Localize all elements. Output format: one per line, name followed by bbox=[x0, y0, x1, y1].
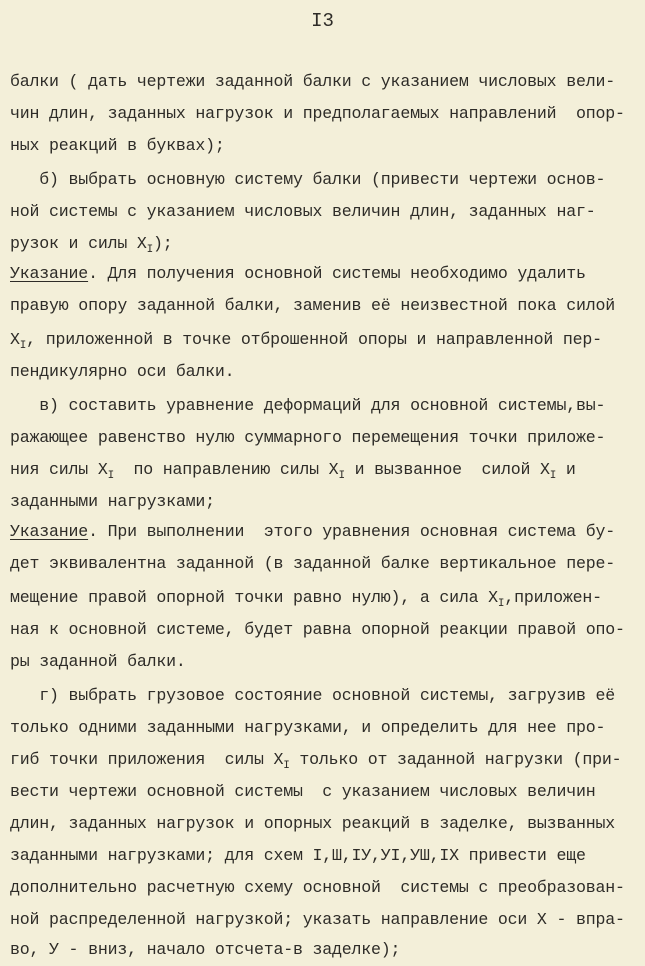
text-segment: гиб точки приложения силы X bbox=[10, 750, 284, 769]
subscript: I bbox=[146, 244, 154, 256]
text-segment: X bbox=[10, 330, 20, 349]
text-segment: по направлению силы X bbox=[114, 460, 339, 479]
text-segment: ной системы с указанием числовых величин длин, заданных наг- bbox=[10, 202, 596, 221]
text-segment: ных реакций в буквах); bbox=[10, 136, 225, 155]
text-segment: вести чертежи основной системы с указанием числовых величин bbox=[10, 782, 596, 801]
text-segment: только одними заданными нагрузками, и определить для нее про- bbox=[10, 718, 606, 737]
underlined-heading: Указание bbox=[10, 264, 89, 283]
text-line bbox=[10, 554, 615, 580]
text-segment: , приложенной в точке отброшенной опоры и направленной пер- bbox=[26, 330, 602, 349]
text-line bbox=[10, 620, 625, 646]
text-line bbox=[10, 104, 625, 130]
text-segment: ная к основной системе, будет равна опорной реакции правой опо- bbox=[10, 620, 625, 639]
text-line bbox=[10, 782, 595, 808]
text-line bbox=[10, 846, 586, 872]
text-segment: пендикулярно оси балки. bbox=[10, 362, 235, 381]
text-segment: г) выбрать грузовое состояние основной системы, загрузив её bbox=[10, 686, 615, 705]
text-segment: ры заданной балки. bbox=[10, 652, 186, 671]
subscript: I bbox=[19, 340, 27, 352]
text-segment: . При выполнении этого уравнения основная система бу- bbox=[88, 522, 616, 541]
text-line bbox=[10, 750, 621, 776]
text-segment: ражающее равенство нулю суммарного перемещения точки приложе- bbox=[10, 428, 606, 447]
underlined-heading: Указание bbox=[10, 522, 89, 541]
text-segment: правую опору заданной балки, заменив её неизвестной пока силой bbox=[10, 296, 615, 315]
text-segment: только от заданной нагрузки (при- bbox=[289, 750, 622, 769]
text-line bbox=[10, 878, 625, 904]
text-line bbox=[10, 362, 234, 388]
text-line bbox=[10, 940, 400, 966]
text-segment: ной распределенной нагрузкой; указать направление оси X - впра- bbox=[10, 910, 625, 929]
text-line bbox=[10, 522, 615, 548]
text-segment: балки ( дать чертежи заданной балки с указанием числовых вели- bbox=[10, 72, 615, 91]
text-segment: чин длин, заданных нагрузок и предполагаемых направлений опор- bbox=[10, 104, 625, 123]
text-segment: . Для получения основной системы необходимо удалить bbox=[88, 264, 586, 283]
text-line bbox=[10, 170, 605, 196]
text-line bbox=[10, 686, 615, 712]
text-line bbox=[10, 588, 602, 614]
page-number: I3 bbox=[311, 10, 334, 32]
text-line bbox=[10, 296, 615, 322]
text-line bbox=[10, 910, 625, 936]
text-segment: длин, заданных нагрузок и опорных реакций в заделке, вызванных bbox=[10, 814, 615, 833]
text-line bbox=[10, 460, 576, 486]
text-segment: мещение правой опорной точки равно нулю), а сила X bbox=[10, 588, 498, 607]
text-segment: рузок и силы X bbox=[10, 234, 147, 253]
text-line bbox=[10, 330, 602, 356]
text-segment: и bbox=[556, 460, 576, 479]
text-segment: и вызванное силой X bbox=[344, 460, 550, 479]
subscript: I bbox=[497, 598, 505, 610]
text-segment: в) составить уравнение деформаций для основной системы,вы- bbox=[10, 396, 606, 415]
text-line bbox=[10, 814, 615, 840]
text-line bbox=[10, 136, 225, 162]
text-line bbox=[10, 396, 605, 422]
text-line bbox=[10, 652, 186, 678]
text-segment: ния силы X bbox=[10, 460, 108, 479]
text-line bbox=[10, 234, 173, 260]
text-segment: ,приложен- bbox=[504, 588, 602, 607]
text-segment: ); bbox=[153, 234, 173, 253]
subscript: I bbox=[107, 470, 114, 482]
subscript: I bbox=[283, 760, 290, 772]
text-line bbox=[10, 718, 605, 744]
text-segment: заданными нагрузками; для схем I,Ш,IУ,УI,УШ,IX привести еще bbox=[10, 846, 586, 865]
text-segment: заданными нагрузками; bbox=[10, 492, 215, 511]
text-line bbox=[10, 202, 595, 228]
text-line bbox=[10, 492, 215, 518]
text-line bbox=[10, 72, 615, 98]
text-segment: дет эквивалентна заданной (в заданной балке вертикальное пере- bbox=[10, 554, 615, 573]
text-segment: б) выбрать основную систему балки (привести чертежи основ- bbox=[10, 170, 606, 189]
text-segment: дополнительно расчетную схему основной системы с преобразован- bbox=[10, 878, 625, 897]
text-line bbox=[10, 428, 605, 454]
subscript: I bbox=[549, 470, 557, 482]
text-segment: во, У - вниз, начало отсчета-в заделке); bbox=[10, 940, 401, 959]
text-line bbox=[10, 264, 586, 290]
subscript: I bbox=[338, 470, 345, 482]
